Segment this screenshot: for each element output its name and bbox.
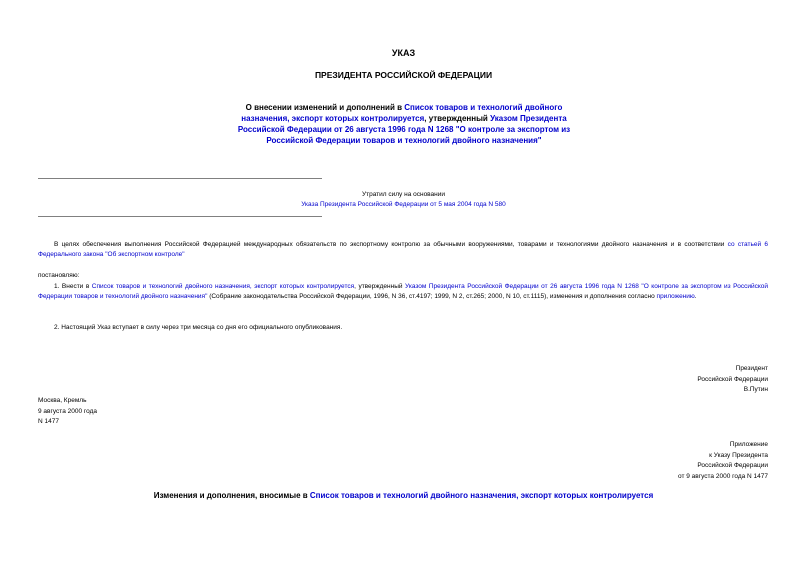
annex-ref-2: Российской Федерации xyxy=(697,462,768,469)
decree-word: постановляю: xyxy=(38,272,80,279)
annex-header-block xyxy=(568,440,768,482)
signature-name: В.Путин xyxy=(743,386,768,393)
clause-1-text-a: 1. Внести в xyxy=(54,283,92,290)
issuer-title: ПРЕЗИДЕНТА РОССИЙСКОЙ ФЕДЕРАЦИИ xyxy=(314,70,493,80)
federal-law-article-link[interactable]: со статьей 6 Федерального закона "Об экспортном контроле" xyxy=(38,241,768,258)
heading-text-2: , утвержденный xyxy=(424,114,491,123)
changes-heading-text: Изменения и дополнения, вносимые в xyxy=(153,491,310,500)
divider-top xyxy=(38,178,322,179)
heading-decree-link[interactable]: Указом Президента Российской Федерации от 26 августа 1996 года N 1268 "О контроле за экспортом из Российской Федерации товаров и технологий двойного назначения" xyxy=(237,114,571,145)
place-date-block xyxy=(38,396,97,428)
heading-list-link[interactable]: Список товаров и технологий двойного назначения, экспорт которых контролируется xyxy=(241,103,563,123)
place: Москва, Кремль xyxy=(38,397,87,404)
clause-1-decree-link[interactable]: Указом Президента Российской Федерации от 26 августа 1996 года N 1268 "О контроле за экспортом из Российской Федерации товаров и технологий двойного назначения" xyxy=(38,283,768,300)
clause-2-paragraph: 2. Настоящий Указ вступает в силу через три месяца со дня его официального опубликования. xyxy=(54,324,343,331)
decree-number: N 1477 xyxy=(38,418,59,425)
clause-1-text-d: . xyxy=(694,293,697,300)
lost-force-note: Утратил силу на основании xyxy=(361,191,446,198)
signature-country: Российской Федерации xyxy=(697,375,768,383)
date: 9 августа 2000 года xyxy=(38,407,97,415)
annex-label: Приложение xyxy=(729,441,768,448)
changes-heading-list-link[interactable]: Список товаров и технологий двойного назначения, экспорт которых контролируется xyxy=(309,491,654,500)
clause-1-paragraph xyxy=(38,282,768,302)
clause-1-text-c: (Собрание законодательства Российской Федерации, 1996, N 36, ст.4197; 1999, N 2, ст.265; 2000, N 10, ст.1115), изменения и дополнения согласно xyxy=(207,293,657,300)
annex-ref-1: к Указу Президента xyxy=(709,451,768,459)
signature-position: Президент xyxy=(735,365,768,372)
signature-block xyxy=(568,364,768,396)
clause-1-text-b: , утвержденный xyxy=(354,283,406,290)
document-type-title: УКАЗ xyxy=(391,48,416,58)
changes-heading xyxy=(0,490,807,501)
lost-force-basis-link[interactable]: Указа Президента Российской Федерации от 5 мая 2004 года N 580 xyxy=(301,201,506,208)
annex-ref-3: от 9 августа 2000 года N 1477 xyxy=(677,472,768,480)
heading-text-1: О внесении изменений и дополнений в xyxy=(245,103,405,112)
clause-1-annex-link[interactable]: приложению xyxy=(656,293,695,300)
clause-1-list-link[interactable]: Список товаров и технологий двойного назначения, экспорт которых контролируется xyxy=(91,283,355,290)
preamble-text: В целях обеспечения выполнения Российской Федерацией международных обязательств по экспортному контролю за обычными вооружениями, товарами и технологиями двойного назначения и в соответствии xyxy=(54,241,728,248)
decree-heading xyxy=(228,102,580,146)
preamble-paragraph xyxy=(38,240,768,260)
divider-bottom xyxy=(38,216,322,217)
